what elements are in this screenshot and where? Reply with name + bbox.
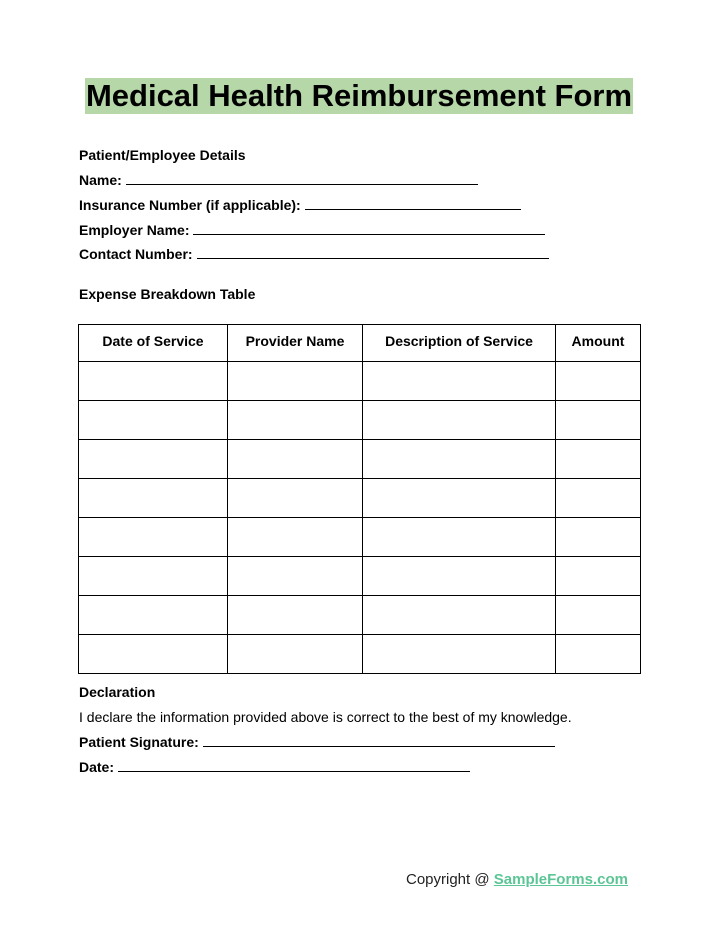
copyright-text: Copyright @: [406, 871, 494, 888]
table-row: [79, 479, 641, 518]
table-cell-date[interactable]: [79, 557, 228, 596]
table-cell-amount[interactable]: [556, 440, 641, 479]
table-cell-amount[interactable]: [556, 479, 641, 518]
table-cell-provider[interactable]: [228, 440, 363, 479]
table-row: [79, 596, 641, 635]
expense-table: [78, 324, 641, 674]
contact-number-input-line[interactable]: [197, 246, 549, 259]
table-cell-description[interactable]: [363, 440, 556, 479]
table-cell-description[interactable]: [363, 479, 556, 518]
table-cell-amount[interactable]: [556, 518, 641, 557]
table-row: [79, 518, 641, 557]
date-field[interactable]: [79, 759, 470, 775]
table-cell-date[interactable]: [79, 479, 228, 518]
contact-number-label: Contact Number:: [79, 246, 193, 262]
employer-name-input-line[interactable]: [193, 222, 545, 235]
patient-details-heading: Patient/Employee Details: [79, 147, 246, 163]
table-row: [79, 362, 641, 401]
table-header-row: [79, 325, 641, 362]
table-cell-date[interactable]: [79, 440, 228, 479]
table-cell-provider[interactable]: [228, 362, 363, 401]
patient-signature-field[interactable]: [79, 734, 555, 750]
date-label: Date:: [79, 759, 115, 775]
patient-signature-input-line[interactable]: [203, 734, 555, 747]
table-cell-description[interactable]: [363, 518, 556, 557]
sampleforms-link[interactable]: SampleForms.com: [493, 871, 628, 888]
employer-name-label: Employer Name:: [79, 222, 190, 238]
table-cell-provider[interactable]: [228, 479, 363, 518]
name-label: Name:: [79, 172, 122, 188]
date-input-line[interactable]: [118, 759, 470, 772]
table-cell-amount[interactable]: [556, 362, 641, 401]
table-cell-date[interactable]: [79, 401, 228, 440]
title-container: [0, 78, 718, 114]
contact-number-field[interactable]: [79, 246, 549, 262]
expense-table-heading: Expense Breakdown Table: [79, 286, 256, 302]
table-cell-amount[interactable]: [556, 596, 641, 635]
table-cell-amount[interactable]: [556, 401, 641, 440]
table-cell-description[interactable]: [363, 596, 556, 635]
name-field[interactable]: [79, 172, 478, 188]
table-row: [79, 440, 641, 479]
page-title: Medical Health Reimbursement Form: [85, 78, 633, 113]
table-cell-description[interactable]: [363, 362, 556, 401]
table-cell-date[interactable]: [79, 635, 228, 674]
table-row: [79, 557, 641, 596]
copyright-footer: [406, 871, 628, 888]
insurance-number-input-line[interactable]: [305, 197, 521, 210]
patient-signature-label: Patient Signature:: [79, 734, 199, 750]
table-cell-provider[interactable]: [228, 557, 363, 596]
column-header-amount: Amount: [556, 325, 641, 362]
name-input-line[interactable]: [126, 172, 478, 185]
table-cell-description[interactable]: [363, 557, 556, 596]
column-header-date: Date of Service: [79, 325, 228, 362]
table-cell-description[interactable]: [363, 401, 556, 440]
table-row: [79, 635, 641, 674]
table-row: [79, 401, 641, 440]
table-cell-amount[interactable]: [556, 635, 641, 674]
employer-name-field[interactable]: [79, 222, 545, 238]
declaration-statement: I declare the information provided above is correct to the best of my knowledge.: [79, 709, 572, 725]
table-cell-date[interactable]: [79, 518, 228, 557]
column-header-provider: Provider Name: [228, 325, 363, 362]
declaration-heading: Declaration: [79, 684, 156, 700]
table-cell-amount[interactable]: [556, 557, 641, 596]
table-cell-provider[interactable]: [228, 401, 363, 440]
table-cell-provider[interactable]: [228, 518, 363, 557]
column-header-description: Description of Service: [363, 325, 556, 362]
table-cell-provider[interactable]: [228, 596, 363, 635]
insurance-number-label: Insurance Number (if applicable):: [79, 197, 301, 213]
table-cell-date[interactable]: [79, 362, 228, 401]
table-cell-date[interactable]: [79, 596, 228, 635]
table-cell-provider[interactable]: [228, 635, 363, 674]
insurance-number-field[interactable]: [79, 197, 521, 213]
table-cell-description[interactable]: [363, 635, 556, 674]
